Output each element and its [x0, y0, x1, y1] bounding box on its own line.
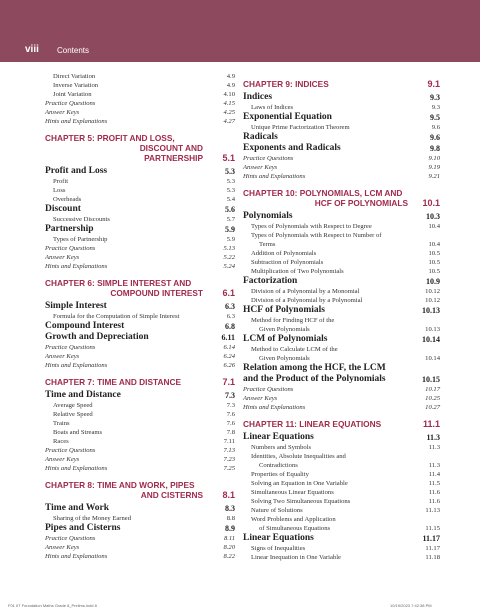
back-matter-entry [243, 394, 440, 403]
back-matter-entry [45, 253, 235, 262]
entry-page-number: 4.27 [223, 118, 235, 125]
subsection-entry [45, 312, 235, 321]
chapter-heading [45, 133, 235, 163]
entry-label: Partnership [45, 224, 94, 234]
entry-label: Signs of Inequalities [251, 545, 306, 552]
subsection-entry [45, 514, 235, 523]
entry-label: Nature of Solutions [251, 507, 303, 514]
subsection-entry [243, 470, 440, 479]
subsection-entry [243, 296, 440, 305]
chapter-heading [45, 377, 235, 387]
entry-page-number: 7.23 [223, 456, 235, 463]
back-matter-entry [45, 361, 235, 370]
entry-page-number: 5.3 [226, 178, 235, 185]
chapter-page-number: 7.1 [222, 377, 235, 387]
subsection-entry [243, 479, 440, 488]
entry-label: Practice Questions [45, 447, 96, 454]
subsection-entry [243, 103, 440, 112]
entry-page-number: 8.22 [223, 553, 235, 560]
chapter-heading [45, 278, 235, 298]
entry-page-number: 11.5 [428, 480, 440, 487]
entry-page-number: 10.13 [425, 326, 440, 333]
entry-label: Properties of Equality [251, 471, 309, 478]
toc-right-column [243, 72, 440, 562]
entry-page-number: 4.10 [223, 91, 235, 98]
entry-page-number: 11.3 [426, 433, 440, 442]
chapter-title-line: COMPOUND INTEREST [110, 288, 203, 298]
entry-page-number: 5.9 [226, 236, 235, 243]
section-entry [243, 132, 440, 143]
subsection-entry [243, 515, 440, 524]
entry-page-number: 9.6 [431, 124, 440, 131]
back-matter-entry [243, 172, 440, 181]
subsection-entry [243, 267, 440, 276]
entry-label: Exponents and Radicals [243, 143, 341, 153]
entry-label: of Simultaneous Equations [259, 525, 331, 532]
subsection-entry [45, 195, 235, 204]
entry-label: Practice Questions [45, 100, 96, 107]
chapter-title-line: DISCOUNT AND [139, 143, 203, 153]
subsection-entry [243, 345, 440, 354]
back-matter-entry [45, 99, 235, 108]
entry-page-number: 9.5 [430, 113, 440, 122]
subsection-entry [243, 123, 440, 132]
entry-page-number: 10.5 [428, 259, 440, 266]
entry-page-number: 5.6 [225, 205, 235, 214]
entry-page-number: 7.6 [226, 420, 235, 427]
subsection-entry [45, 81, 235, 90]
entry-page-number: 11.3 [428, 444, 440, 451]
subsection-entry [243, 258, 440, 267]
entry-page-number: 5.22 [223, 254, 235, 261]
entry-page-number: 10.9 [426, 277, 440, 286]
entry-label: Simultaneous Linear Equations [251, 489, 334, 496]
entry-label: Given Polynomials [259, 326, 310, 333]
entry-label: Hints and Explanations [45, 553, 108, 560]
section-entry [243, 334, 440, 345]
entry-page-number: 7.25 [223, 465, 235, 472]
back-matter-entry [243, 163, 440, 172]
section-entry [243, 363, 440, 374]
entry-page-number: 5.3 [226, 187, 235, 194]
section-entry [45, 332, 235, 343]
entry-page-number: 9.3 [431, 104, 440, 111]
entry-label: and the Product of the Polynomials [243, 374, 386, 384]
entry-label: Pipes and Cisterns [45, 523, 121, 533]
section-entry [45, 390, 235, 401]
subsection-entry [243, 231, 440, 240]
entry-label: Identities, Absolute Inequalities and [251, 453, 346, 460]
section-entry [45, 204, 235, 215]
chapter-title-line: AND CISTERNS [140, 490, 203, 500]
entry-label: Linear Equations [243, 432, 314, 442]
section-entry [243, 276, 440, 287]
entry-label: Hints and Explanations [243, 173, 306, 180]
entry-label: Answer Keys [243, 395, 278, 402]
subsection-entry [45, 428, 235, 437]
subsection-entry [243, 506, 440, 515]
entry-label: Simple Interest [45, 301, 107, 311]
entry-page-number: 5.4 [226, 196, 235, 203]
back-matter-entry [243, 154, 440, 163]
entry-label: Solving Two Simultaneous Equations [251, 498, 351, 505]
back-matter-entry [243, 385, 440, 394]
entry-page-number: 9.3 [430, 93, 440, 102]
entry-label: Practice Questions [243, 386, 294, 393]
section-entry [243, 112, 440, 123]
entry-label: Contradictions [259, 462, 298, 469]
section-entry [243, 92, 440, 103]
chapter-heading [243, 79, 440, 89]
section-entry [45, 523, 235, 534]
section-entry [45, 321, 235, 332]
entry-label: Hints and Explanations [45, 118, 108, 125]
chapter-page-number: 8.1 [222, 490, 235, 500]
back-matter-entry [243, 403, 440, 412]
section-entry [45, 224, 235, 235]
entry-label: Terms [259, 241, 276, 248]
back-matter-entry [45, 244, 235, 253]
entry-page-number: 11.4 [428, 471, 440, 478]
entry-label: Hints and Explanations [45, 362, 108, 369]
entry-page-number: 10.5 [428, 268, 440, 275]
subsection-entry [243, 488, 440, 497]
entry-page-number: 5.13 [223, 245, 235, 252]
entry-page-number: 7.11 [223, 438, 235, 445]
entry-label: Sharing of the Money Earned [53, 515, 132, 522]
entry-page-number: 11.17 [422, 534, 440, 543]
entry-label: Boats and Streams [53, 429, 103, 436]
entry-page-number: 6.3 [225, 302, 235, 311]
subsection-entry [243, 287, 440, 296]
section-entry [243, 533, 440, 544]
entry-label: Subtraction of Polynomials [251, 259, 324, 266]
subsection-entry [45, 235, 235, 244]
entry-page-number: 11.13 [425, 507, 440, 514]
entry-label: Answer Keys [45, 456, 80, 463]
entry-label: Relation among the HCF, the LCM [243, 363, 386, 373]
toc-left-column [45, 72, 235, 561]
back-matter-entry [45, 455, 235, 464]
chapter-page-number: 5.1 [222, 153, 235, 163]
entry-page-number: 8.3 [225, 504, 235, 513]
entry-page-number: 10.15 [422, 375, 440, 384]
subsection-entry [45, 215, 235, 224]
entry-label: Types of Polynomials with Respect to Number of [251, 232, 382, 239]
subsection-entry [45, 437, 235, 446]
subsection-entry [243, 240, 440, 249]
entry-page-number: 10.17 [425, 386, 440, 393]
entry-label: Types of Polynomials with Respect to Degree [251, 223, 372, 230]
entry-label: Compound Interest [45, 321, 125, 331]
entry-page-number: 9.19 [428, 164, 440, 171]
subsection-entry [243, 316, 440, 325]
chapter-heading [243, 419, 440, 429]
section-entry [243, 374, 440, 385]
chapter-page-number: 6.1 [222, 288, 235, 298]
subsection-entry [45, 401, 235, 410]
subsection-entry [243, 497, 440, 506]
entry-page-number: 6.11 [221, 333, 235, 342]
subsection-entry [45, 72, 235, 81]
entry-page-number: 10.13 [422, 306, 440, 315]
entry-label: Method for Finding HCF of the [251, 317, 335, 324]
entry-label: Method to Calculate LCM of the [251, 346, 338, 353]
back-matter-entry [45, 343, 235, 352]
entry-page-number: 11.3 [428, 462, 440, 469]
entry-page-number: 5.24 [223, 263, 235, 270]
entry-page-number: 8.9 [225, 524, 235, 533]
back-matter-entry [45, 543, 235, 552]
entry-page-number: 4.9 [226, 82, 235, 89]
entry-page-number: 11.6 [428, 489, 440, 496]
entry-page-number: 10.14 [422, 335, 440, 344]
entry-label: Linear Inequation in One Variable [251, 554, 341, 561]
chapter-title-line: CHAPTER 10: POLYNOMIALS, LCM AND [243, 188, 403, 198]
back-matter-entry [45, 552, 235, 561]
entry-page-number: 5.3 [225, 167, 235, 176]
back-matter-entry [45, 464, 235, 473]
subsection-entry [243, 452, 440, 461]
back-matter-entry [45, 108, 235, 117]
subsection-entry [243, 524, 440, 533]
chapter-title-line: CHAPTER 11: LINEAR EQUATIONS [243, 419, 382, 429]
entry-label: Polynomials [243, 211, 293, 221]
subsection-entry [45, 177, 235, 186]
entry-label: Linear Equations [243, 533, 314, 543]
chapter-title-line: CHAPTER 9: INDICES [243, 79, 329, 89]
entry-page-number: 10.14 [425, 355, 440, 362]
back-matter-entry [45, 534, 235, 543]
subsection-entry [243, 249, 440, 258]
chapter-page-number: 11.1 [422, 419, 440, 429]
footer-timestamp: 10/19/2023 7:42:38 PM [390, 603, 432, 608]
back-matter-entry [45, 262, 235, 271]
entry-page-number: 10.4 [428, 241, 440, 248]
subsection-entry [45, 419, 235, 428]
entry-page-number: 5.7 [226, 216, 235, 223]
entry-label: HCF of Polynomials [243, 305, 325, 315]
section-entry [243, 143, 440, 154]
entry-label: LCM of Polynomials [243, 334, 328, 344]
entry-label: Exponential Equation [243, 112, 332, 122]
entry-page-number: 10.3 [426, 212, 440, 221]
entry-label: Hints and Explanations [45, 263, 108, 270]
subsection-entry [243, 354, 440, 363]
chapter-page-number: 9.1 [427, 79, 440, 89]
entry-label: Radicals [243, 132, 278, 142]
entry-page-number: 7.8 [226, 429, 235, 436]
entry-label: Unique Prime Factorization Theorem [251, 124, 350, 131]
entry-label: Joint Variation [53, 91, 92, 98]
subsection-entry [243, 461, 440, 470]
entry-page-number: 10.5 [428, 250, 440, 257]
entry-label: Discount [45, 204, 81, 214]
entry-label: Trains [53, 420, 70, 427]
entry-label: Growth and Depreciation [45, 332, 149, 342]
entry-label: Formula for the Computation of Simple Interest [53, 313, 180, 320]
entry-page-number: 10.4 [428, 223, 440, 230]
entry-page-number: 5.9 [225, 225, 235, 234]
entry-label: Indices [243, 92, 273, 102]
section-entry [45, 301, 235, 312]
entry-page-number: 7.13 [223, 447, 235, 454]
subsection-entry [45, 186, 235, 195]
subsection-entry [243, 222, 440, 231]
entry-page-number: 8.11 [223, 535, 235, 542]
chapter-title-line: CHAPTER 8: TIME AND WORK, PIPES [45, 480, 195, 490]
entry-label: Answer Keys [45, 254, 80, 261]
entry-label: Hints and Explanations [243, 404, 306, 411]
running-header-title: Contents [57, 46, 90, 55]
entry-label: Addition of Polynomials [251, 250, 317, 257]
entry-label: Division of a Polynomial by a Monomial [251, 288, 360, 295]
entry-label: Profit and Loss [45, 166, 108, 176]
entry-page-number: 9.21 [428, 173, 440, 180]
subsection-entry [243, 325, 440, 334]
section-entry [243, 432, 440, 443]
entry-label: Average Speed [53, 402, 93, 409]
entry-label: Answer Keys [45, 109, 80, 116]
chapter-title-line: PARTNERSHIP [144, 153, 203, 163]
entry-page-number: 6.8 [225, 322, 235, 331]
entry-label: Overheads [53, 196, 82, 203]
entry-label: Answer Keys [243, 164, 278, 171]
entry-label: Time and Work [45, 503, 110, 513]
entry-page-number: 7.6 [226, 411, 235, 418]
page-number: viii [25, 44, 39, 55]
subsection-entry [243, 553, 440, 562]
entry-page-number: 8.20 [223, 544, 235, 551]
entry-label: Time and Distance [45, 390, 121, 400]
back-matter-entry [45, 117, 235, 126]
entry-label: Practice Questions [45, 245, 96, 252]
entry-label: Division of a Polynomial by a Polynomial [251, 297, 363, 304]
entry-page-number: 6.26 [223, 362, 235, 369]
entry-page-number: 11.15 [425, 525, 440, 532]
entry-page-number: 11.17 [425, 545, 440, 552]
entry-page-number: 10.12 [425, 288, 440, 295]
chapter-title-line: HCF OF POLYNOMIALS [314, 198, 408, 208]
entry-page-number: 6.3 [226, 313, 235, 320]
entry-label: Practice Questions [45, 535, 96, 542]
entry-page-number: 11.6 [428, 498, 440, 505]
section-entry [243, 305, 440, 316]
entry-label: Numbers and Symbols [251, 444, 312, 451]
entry-label: Races [53, 438, 69, 445]
entry-page-number: 8.8 [226, 515, 235, 522]
entry-page-number: 10.27 [425, 404, 440, 411]
entry-page-number: 9.8 [430, 144, 440, 153]
chapter-title-line: CHAPTER 7: TIME AND DISTANCE [45, 377, 181, 387]
entry-page-number: 4.9 [226, 73, 235, 80]
entry-label: Practice Questions [45, 344, 96, 351]
entry-label: Profit [53, 178, 69, 185]
entry-page-number: 9.6 [430, 133, 440, 142]
back-matter-entry [45, 446, 235, 455]
subsection-entry [243, 443, 440, 452]
entry-page-number: 9.10 [428, 155, 440, 162]
entry-page-number: 4.25 [223, 109, 235, 116]
subsection-entry [45, 410, 235, 419]
chapter-heading [45, 480, 235, 500]
chapter-heading [243, 188, 440, 208]
entry-label: Multiplication of Two Polynomials [251, 268, 344, 275]
entry-page-number: 4.15 [223, 100, 235, 107]
entry-label: Answer Keys [45, 353, 80, 360]
entry-label: Types of Partnership [53, 236, 108, 243]
entry-page-number: 6.24 [223, 353, 235, 360]
footer-file-info: F01 IIT Foundation Maths Grade 8_Prelims.indd 8 [8, 603, 97, 608]
entry-label: Loss [53, 187, 66, 194]
entry-page-number: 6.14 [223, 344, 235, 351]
entry-label: Hints and Explanations [45, 465, 108, 472]
chapter-title-line: CHAPTER 5: PROFIT AND LOSS, [45, 133, 175, 143]
entry-label: Answer Keys [45, 544, 80, 551]
chapter-title-line: CHAPTER 6: SIMPLE INTEREST AND [45, 278, 192, 288]
back-matter-entry [45, 352, 235, 361]
entry-label: Solving an Equation in One Variable [251, 480, 348, 487]
subsection-entry [243, 544, 440, 553]
entry-label: Word Problems and Application [251, 516, 336, 523]
entry-label: Relative Speed [53, 411, 93, 418]
entry-label: Successive Discounts [53, 216, 110, 223]
entry-page-number: 10.12 [425, 297, 440, 304]
section-entry [243, 211, 440, 222]
entry-label: Inverse Variation [53, 82, 99, 89]
entry-label: Practice Questions [243, 155, 294, 162]
section-entry [45, 503, 235, 514]
subsection-entry [45, 90, 235, 99]
entry-page-number: 10.25 [425, 395, 440, 402]
entry-label: Factorization [243, 276, 298, 286]
entry-page-number: 11.18 [425, 554, 440, 561]
section-entry [45, 166, 235, 177]
entry-label: Laws of Indices [251, 104, 294, 111]
entry-page-number: 7.3 [226, 402, 235, 409]
entry-label: Direct Variation [53, 73, 96, 80]
chapter-page-number: 10.1 [422, 198, 440, 208]
entry-page-number: 7.3 [225, 391, 235, 400]
entry-label: Given Polynomials [259, 355, 310, 362]
